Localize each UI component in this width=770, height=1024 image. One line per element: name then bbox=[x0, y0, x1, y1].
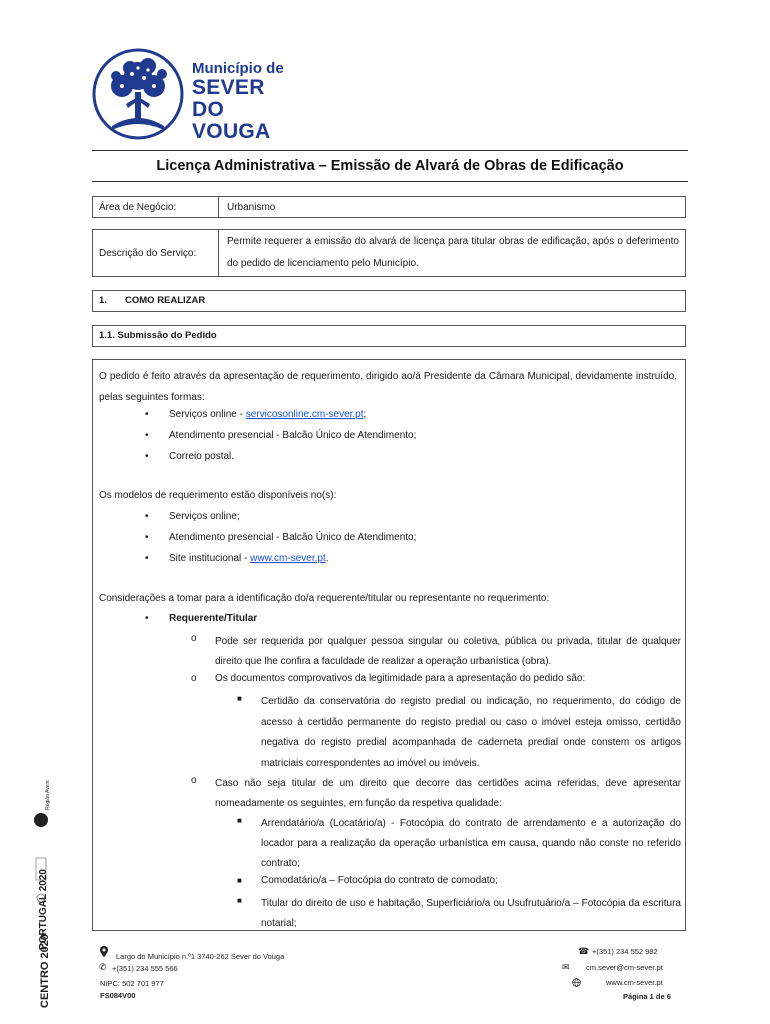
logo-line-3: VOUGA bbox=[192, 120, 271, 143]
online-services-suffix: ; bbox=[363, 409, 367, 420]
bullet-icon: • bbox=[145, 613, 149, 624]
list-item: Atendimento presencial - Balcão Único de Atendimento; bbox=[169, 532, 417, 543]
footer-form-code: FS084V00 bbox=[100, 991, 136, 1000]
portugal-2020-logo-text: PORTUGAL 2020 bbox=[38, 869, 49, 950]
service-description-row bbox=[92, 229, 686, 277]
square-bullet-icon: ■ bbox=[237, 694, 242, 703]
centro-2020-logo-text: CENTRO 2020 bbox=[39, 934, 51, 1008]
location-pin-icon bbox=[100, 946, 108, 957]
service-description-value: Permite requerer a emissão do alvará de licença para titular obras de edificação, após o deferimento do pedido de licenciamento pelo Município. bbox=[227, 236, 679, 269]
funding-logos-sidebar bbox=[30, 780, 52, 1010]
sub-item-2-detail: Certidão da conservatória do registo predial ou indicação, no requerimento, do código de acesso à certidão permanente do registo predial ou caso o imóvel esteja omisso, certidão negativa do registo predial acompanhada de caderneta predial onde constem os artigos matriciais correspondentes ao imóvel ou imóveis. bbox=[261, 696, 681, 769]
footer-email[interactable]: cm.sever@cm-sever.pt bbox=[586, 963, 663, 972]
business-area-label: Área de Negócio: bbox=[93, 197, 219, 217]
business-area-value: Urbanismo bbox=[227, 201, 276, 213]
business-area-row bbox=[92, 196, 686, 218]
content-box bbox=[92, 359, 686, 931]
list-item: Serviços online; bbox=[169, 511, 240, 522]
sub-item-2: Os documentos comprovativos da legitimidade para a apresentação do pedido são: bbox=[215, 673, 586, 684]
email-icon: ✉ bbox=[562, 962, 570, 972]
square-bullet-icon: ■ bbox=[237, 896, 242, 905]
tree-emblem-icon bbox=[92, 48, 184, 140]
bullet-icon: • bbox=[145, 511, 149, 522]
title-bar bbox=[92, 150, 688, 182]
circle-bullet-icon: o bbox=[191, 775, 197, 786]
globe-icon bbox=[572, 978, 581, 987]
section-1-1-header bbox=[92, 325, 686, 347]
page-footer bbox=[92, 942, 688, 1012]
circle-bullet-icon: o bbox=[191, 633, 197, 644]
logo-line-2: SEVER DO bbox=[192, 76, 265, 121]
phone-icon: ✆ bbox=[99, 962, 107, 972]
site-prefix: Site institucional - bbox=[169, 553, 251, 564]
list-item bbox=[169, 552, 329, 566]
bullet-icon: • bbox=[145, 430, 149, 441]
footer-fax: +(351) 234 552 982 bbox=[592, 947, 658, 956]
section-1-number: 1. bbox=[99, 295, 107, 306]
bullet-icon: • bbox=[145, 553, 149, 564]
region-logo-text: Região Aveiro bbox=[45, 780, 51, 810]
bullet-icon: • bbox=[145, 532, 149, 543]
funding-logos-icon bbox=[30, 780, 52, 1010]
list-item: Correio postal. bbox=[169, 451, 235, 462]
municipality-logo bbox=[92, 48, 302, 144]
service-description-label: Descrição do Serviço: bbox=[93, 230, 219, 276]
list-item: Atendimento presencial - Balcão Único de Atendimento; bbox=[169, 430, 417, 441]
square-bullet-icon: ■ bbox=[237, 876, 242, 885]
intro-paragraph: O pedido é feito através da apresentação de requerimento, dirigido ao/à Presidente da Câmara Municipal, devidamente instruído, pelas seguintes formas: bbox=[99, 371, 677, 403]
document-title: Licença Administrativa – Emissão de Alvará de Obras de Edificação bbox=[156, 158, 624, 174]
online-services-link[interactable]: servicosonline.cm-sever.pt bbox=[245, 409, 364, 420]
requester-heading: Requerente/Titular bbox=[169, 613, 258, 624]
bullet-icon: • bbox=[145, 451, 149, 462]
logo-line-1: Município de bbox=[192, 60, 284, 77]
sub-item-3-detail-1: Arrendatário/a (Locatário/a) - Fotocópia do contrato de arrendamento e a autorização do locador para a realização da operação urbanística em causa, quando não conste no referido contrato; bbox=[261, 818, 681, 869]
bullet-icon: • bbox=[145, 409, 149, 420]
section-1-1-title: 1.1. Submissão do Pedido bbox=[99, 330, 217, 341]
sub-item-3-detail-2: Comodatário/a – Fotocópia do contrato de comodato; bbox=[261, 875, 498, 886]
logo-wordmark bbox=[192, 60, 302, 143]
models-intro: Os modelos de requerimento estão disponíveis no(s): bbox=[99, 490, 337, 501]
section-1-title: COMO REALIZAR bbox=[125, 295, 206, 306]
square-bullet-icon: ■ bbox=[237, 816, 242, 825]
sub-item-3-detail-3: Titular do direito de uso e habitação, Superficiário/a ou Usufrutuário/a – Fotocópia da escritura notarial; bbox=[261, 898, 681, 929]
circle-bullet-icon: o bbox=[191, 673, 197, 684]
online-services-prefix: Serviços online - bbox=[169, 409, 246, 420]
site-suffix: . bbox=[325, 553, 329, 564]
site-link[interactable]: www.cm-sever.pt bbox=[250, 553, 326, 564]
section-1-header bbox=[92, 290, 686, 312]
footer-website[interactable]: www.cm-sever.pt bbox=[606, 978, 663, 987]
footer-address: Largo do Município n.º1 3740-262 Sever do Vouga bbox=[116, 952, 285, 961]
considerations-paragraph: Considerações a tomar para a identificação do/a requerente/titular ou representante no requerimento: bbox=[99, 593, 550, 604]
sub-item-1: Pode ser requerida por qualquer pessoa singular ou coletiva, pública ou privada, titular de qualquer direito que lhe confira a faculdade de realizar a operação urbanística (obra). bbox=[215, 636, 681, 667]
footer-nipc: NIPC: 502 701 977 bbox=[100, 979, 164, 988]
footer-page-number: Página 1 de 6 bbox=[623, 992, 671, 1001]
sub-item-3: Caso não seja titular de um direito que decorre das certidões acima referidas, deve apresentar nomeadamente os seguintes, em função da respetiva qualidade: bbox=[215, 778, 681, 809]
list-item bbox=[169, 408, 366, 422]
fax-icon: ☎ bbox=[578, 946, 590, 956]
footer-phone: +(351) 234 555 566 bbox=[112, 964, 178, 973]
